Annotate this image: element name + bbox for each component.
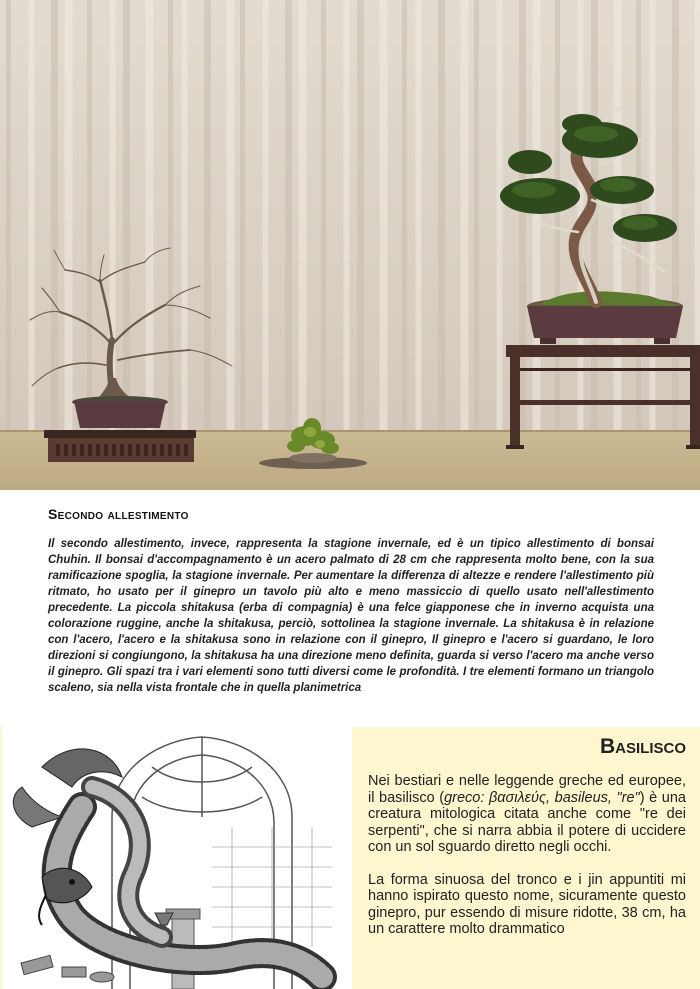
curtain-fold xyxy=(204,0,211,432)
article xyxy=(48,506,654,696)
fret-slat xyxy=(96,444,100,456)
basilisco-title: Basilisco xyxy=(599,735,686,758)
basilisco-text-box xyxy=(358,727,692,989)
curtain-fold xyxy=(614,0,622,432)
fret-slat xyxy=(120,444,124,456)
section-title: Secondo allestimento xyxy=(48,506,189,522)
curtain-fold xyxy=(227,0,235,432)
curtain-fold xyxy=(321,0,326,432)
fret-slat xyxy=(80,444,84,456)
curtain-fold xyxy=(380,0,388,432)
curtain-fold xyxy=(6,0,11,432)
curtain-fold xyxy=(65,0,73,432)
fret-slat xyxy=(104,444,108,456)
fret-slat xyxy=(168,444,172,456)
curtain-fold xyxy=(182,0,188,432)
curtain-fold xyxy=(285,0,292,432)
fret-slat xyxy=(160,444,164,456)
curtain-fold xyxy=(168,0,173,432)
curtain-fold xyxy=(29,0,35,432)
fret-slat xyxy=(184,444,188,456)
curtain-fold xyxy=(51,0,58,432)
basilisco-paragraph-1 xyxy=(368,773,686,856)
basilisco-p1-b: ) è una creatura mitologica citata anche come "re dei serpenti", che si narra abbia il potere di uccidere con un sol sguardo diretto negli occhi. xyxy=(368,789,686,855)
basilisco-p1-a: Nei bestiari e nelle leggende greche ed europee, il basilisco ( xyxy=(368,773,686,806)
fret-slat xyxy=(72,444,76,456)
curtain-fold xyxy=(461,0,469,432)
curtain-fold xyxy=(240,0,245,432)
fret-slat xyxy=(56,444,60,456)
basilisk-drawing xyxy=(2,727,352,989)
curtain-fold xyxy=(416,0,422,432)
bonsai-display-photo xyxy=(0,0,700,490)
curtain-fold xyxy=(146,0,154,432)
curtain-fold xyxy=(357,0,364,432)
table-fretwork xyxy=(56,444,188,456)
basilisco-text xyxy=(368,773,686,954)
fret-slat xyxy=(176,444,180,456)
fret-slat xyxy=(88,444,92,456)
curtain-fold xyxy=(672,0,679,432)
curtain-fold xyxy=(533,0,541,432)
fret-slat xyxy=(128,444,132,456)
curtain-fold xyxy=(438,0,445,432)
curtain-fold xyxy=(299,0,307,432)
curtain-fold xyxy=(344,0,350,432)
section-body: Il secondo allestimento, invece, rappresenta la stagione invernale, ed è un tipico allestimento di bonsai Chuhin. Il bonsai d'accompagnamento è un acero palmato di 28 cm che rappresenta molto bene, con la sua ramificazione spoglia, la stagione invernale. Per aumentare la differenza di altezze e rendere l'allestimento più ritmato, ho usato per il ginepro un tavolo più alto e meno massiccio di quello usato nell'allestimento precedente. La piccola shitakusa (erba di compagnia) è una felce giapponese che in inverno acquista una colorazione ruggine, anche la shitakusa, perciò, sottolinea la stagione invernale. La shitakusa è in relazione con l'acero, l'acero e la shitakusa sono in relazione con il ginepro, Il ginepro e l'acero si guardano, le loro direzioni si congiungono, la shitakusa ha una direzione meno definita, guarda si verso l'acero ma anche verso il ginepro. Gli spazi tra i vari elementi sono tutti diversi come le profondità. I tre elementi formano un triangolo scaleno, sia nella vista frontale che in quella planimetrica xyxy=(48,538,654,694)
fret-slat xyxy=(136,444,140,456)
curtain-fold xyxy=(123,0,130,432)
fret-slat xyxy=(152,444,156,456)
basilisco-greek: greco: βασιλεύς, basileus, "re" xyxy=(444,789,640,806)
curtain-fold xyxy=(263,0,269,432)
curtain-fold xyxy=(519,0,526,432)
curtain-fold xyxy=(87,0,92,432)
curtain-fold xyxy=(555,0,560,432)
curtain-fold xyxy=(474,0,479,432)
fret-slat xyxy=(64,444,68,456)
basilisco-panel xyxy=(0,727,700,989)
fret-slat xyxy=(112,444,116,456)
fret-slat xyxy=(144,444,148,456)
curtain-fold xyxy=(497,0,503,432)
basilisco-paragraph-2: La forma sinuosa del tronco e i jin appuntiti mi hanno ispirato questo nome, sicuramente questo ginepro, pur essendo di misure ridotte, 38 cm, ha un carattere molto drammatico xyxy=(368,871,686,937)
curtain-fold xyxy=(402,0,407,432)
